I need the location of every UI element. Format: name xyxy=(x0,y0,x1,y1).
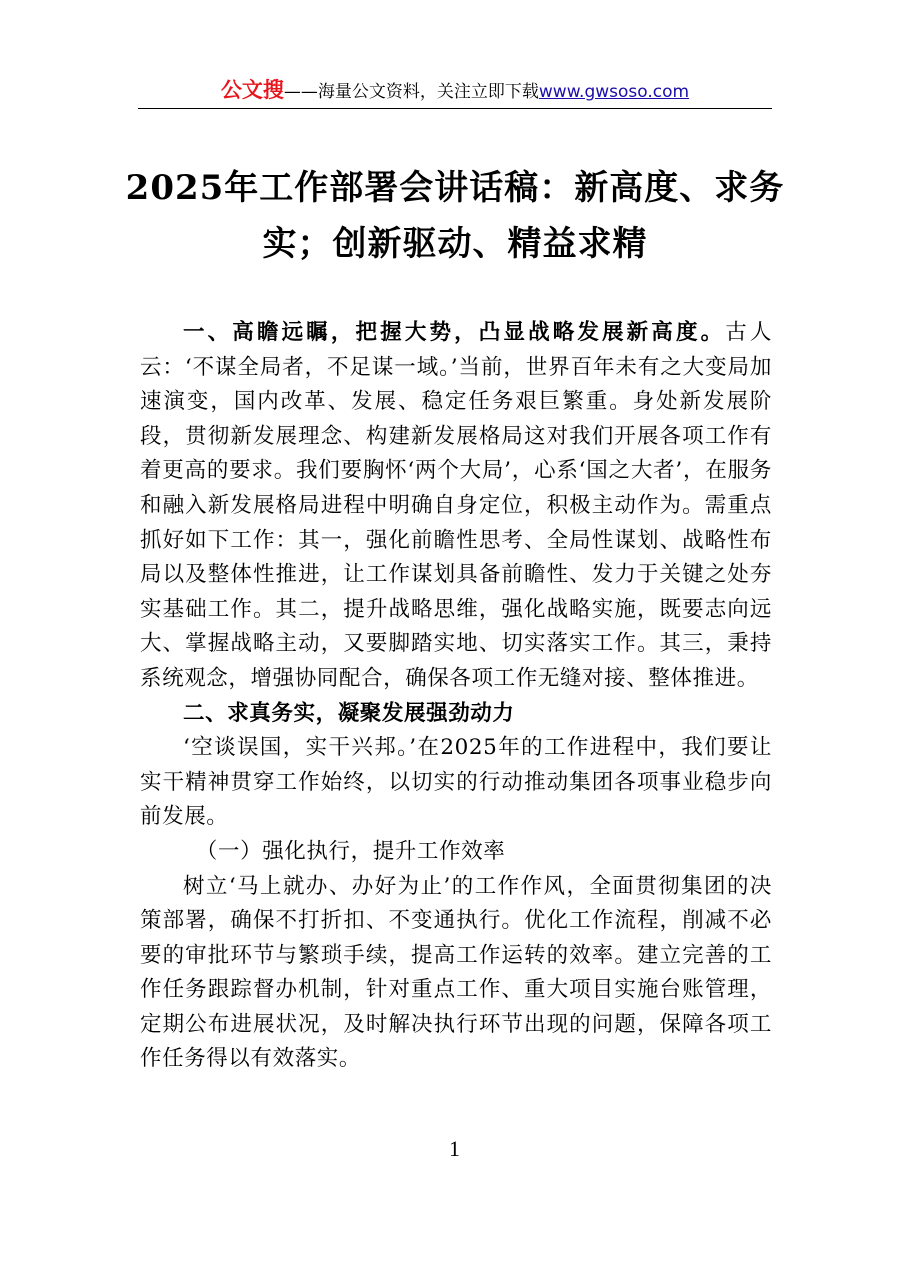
document-body xyxy=(140,316,772,1077)
website-link[interactable]: www.gwsoso.com xyxy=(538,82,690,102)
section-2-heading: 二、求真务实，凝聚发展强劲动力 xyxy=(183,700,515,726)
page-number: 1 xyxy=(449,1136,460,1161)
site-header xyxy=(140,78,770,104)
brand-logo-text: 公文搜 xyxy=(220,78,284,102)
subsection-2-1-heading: （一）强化执行，提升工作效率 xyxy=(195,838,506,864)
section-2-text: ‘空谈误国，实干兴邦。’在2025年的工作进程中，我们要让实干精神贯穿工作始终，以切实的行动推动集团各项事业稳步向前发展。 xyxy=(140,735,772,830)
section-1-heading: 一、高瞻远瞩，把握大势，凸显战略发展新高度。 xyxy=(183,320,726,345)
header-divider xyxy=(138,108,772,109)
header-tagline: ——海量公文资料，关注立即下载 xyxy=(283,82,539,102)
document-title: 2025年工作部署会讲话稿：新高度、求务实；创新驱动、精益求精 xyxy=(125,168,785,264)
section-1-paragraph xyxy=(140,316,772,697)
section-1-text: 古人云：‘不谋全局者，不足谋一域。’当前，世界百年未有之大变局加速演变，国内改革、发展、稳定任务艰巨繁重。身处新发展阶段，贯彻新发展理念、构建新发展格局这对我们开展各项工作有着更高的要求。我们要胸怀‘两个大局’，心系‘国之大者’，在服务和融入新发展格局进程中明确自身定位，积极主动作为。需重点抓好如下工作：其一，强化前瞻性思考、全局性谋划、战略性布局以及整体性推进，让工作谋划具备前瞻性、发力于关键之处夯实基础工作。其二，提升战略思维，强化战略实施，既要志向远大、掌握战略主动，又要脚踏实地、切实落实工作。其三，秉持系统观念，增强协同配合，确保各项工作无缝对接、整体推进。 xyxy=(140,320,772,691)
subsection-2-1-text: 树立‘马上就办、办好为止’的工作作风，全面贯彻集团的决策部署，确保不打折扣、不变通执行。优化工作流程，削减不必要的审批环节与繁琐手续，提高工作运转的效率。建立完善的工作任务跟踪督办机制，针对重点工作、重大项目实施台账管理，定期公布进展状况，及时解决执行环节出现的问题，保障各项工作任务得以有效落实。 xyxy=(140,873,772,1072)
